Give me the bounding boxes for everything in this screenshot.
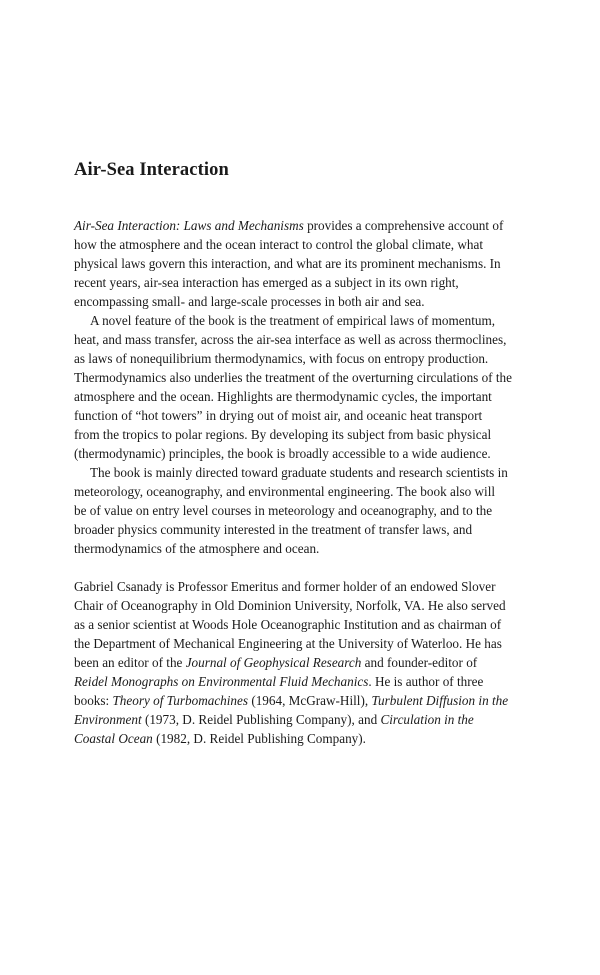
text-line <box>74 482 528 501</box>
text-segment: the Department of Mechanical Engineering at the University of Waterloo. He has <box>74 636 502 651</box>
text-line <box>74 292 528 311</box>
text-line <box>74 254 528 273</box>
text-segment: function of “hot towers” in drying out of moist air, and oceanic heat transport <box>74 408 483 423</box>
text-line <box>74 235 528 254</box>
text-segment: encompassing small- and large-scale processes in both air and sea. <box>74 294 425 309</box>
text-line <box>74 653 528 672</box>
italic-text: Theory of Turbomachines <box>112 693 249 708</box>
text-line <box>74 311 528 330</box>
text-segment: heat, and mass transfer, across the air-sea interface as well as across thermoclines, <box>74 332 507 347</box>
text-segment: as laws of nonequilibrium thermodynamics, with focus on entropy production. <box>74 351 489 366</box>
italic-text: Air-Sea Interaction: Laws and Mechanisms <box>74 218 304 233</box>
text-segment: physical laws govern this interaction, and what are its prominent mechanisms. In <box>74 256 501 271</box>
italic-text: Environment <box>74 712 142 727</box>
text-line <box>74 425 528 444</box>
text-segment: as a senior scientist at Woods Hole Oceanographic Institution and as chairman of <box>74 617 502 632</box>
text-segment: Gabriel Csanady is Professor Emeritus and former holder of an endowed Slover <box>74 579 496 594</box>
text-segment: Thermodynamics also underlies the treatment of the overturning circulations of the <box>74 370 512 385</box>
text-segment: (1982, D. Reidel Publishing Company). <box>152 731 366 746</box>
book-description <box>74 216 528 748</box>
text-line <box>74 406 528 425</box>
text-segment: been an editor of the <box>74 655 186 670</box>
text-segment: A novel feature of the book is the treatment of empirical laws of momentum, <box>90 313 496 328</box>
text-segment: . He is author of three <box>368 674 484 689</box>
text-line <box>74 463 528 482</box>
text-segment: atmosphere and the ocean. Highlights are thermodynamic cycles, the important <box>74 389 492 404</box>
italic-text: Coastal Ocean <box>74 731 153 746</box>
italic-text: Turbulent Diffusion in the <box>371 693 509 708</box>
text-line <box>74 444 528 463</box>
text-segment: be of value on entry level courses in meteorology and oceanography, and to the <box>74 503 493 518</box>
text-line <box>74 596 528 615</box>
paragraph-gap <box>74 558 528 577</box>
text-line <box>74 520 528 539</box>
text-line <box>74 368 528 387</box>
text-line <box>74 387 528 406</box>
italic-text: Reidel Monographs on Environmental Fluid Mechanics <box>74 674 369 689</box>
text-line <box>74 672 528 691</box>
text-segment: books: <box>74 693 113 708</box>
text-segment: The book is mainly directed toward graduate students and research scientists in <box>90 465 508 480</box>
text-line <box>74 216 528 235</box>
text-segment: provides a comprehensive account of <box>303 218 504 233</box>
text-line <box>74 330 528 349</box>
text-segment: how the atmosphere and the ocean interact to control the global climate, what <box>74 237 484 252</box>
text-segment: (thermodynamic) principles, the book is broadly accessible to a wide audience. <box>74 446 491 461</box>
text-line <box>74 539 528 558</box>
page-title: Air-Sea Interaction <box>74 160 229 180</box>
text-segment: recent years, air-sea interaction has emerged as a subject in its own right, <box>74 275 459 290</box>
text-segment: and founder-editor of <box>361 655 478 670</box>
text-segment: thermodynamics of the atmosphere and ocean. <box>74 541 320 556</box>
text-segment: broader physics community interested in the treatment of transfer laws, and <box>74 522 473 537</box>
text-segment: meteorology, oceanography, and environmental engineering. The book also will <box>74 484 496 499</box>
text-line <box>74 501 528 520</box>
text-line <box>74 577 528 596</box>
text-line <box>74 691 528 710</box>
text-line <box>74 729 528 748</box>
text-segment: Chair of Oceanography in Old Dominion University, Norfolk, VA. He also served <box>74 598 506 613</box>
text-line <box>74 634 528 653</box>
text-line <box>74 710 528 729</box>
text-line <box>74 349 528 368</box>
italic-text: Circulation in the <box>380 712 474 727</box>
italic-text: Journal of Geophysical Research <box>185 655 362 670</box>
text-segment: (1973, D. Reidel Publishing Company), and <box>141 712 381 727</box>
text-line <box>74 273 528 292</box>
text-segment: (1964, McGraw-Hill), <box>248 693 372 708</box>
text-line <box>74 615 528 634</box>
text-segment: from the tropics to polar regions. By developing its subject from basic physical <box>74 427 492 442</box>
